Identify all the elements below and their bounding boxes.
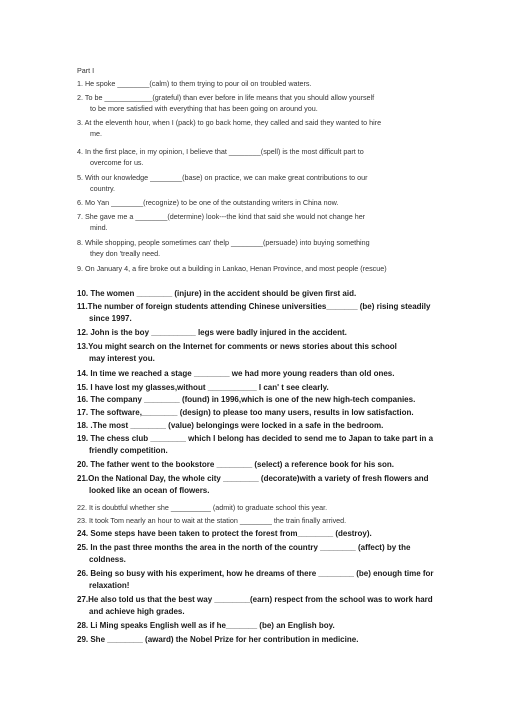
question-17 xyxy=(77,407,442,419)
question-11 xyxy=(77,301,442,325)
question-text: 29. She ________ (award) the Nobel Prize for her contribution in medicine. xyxy=(77,635,359,644)
question-8 xyxy=(77,237,442,259)
question-text: 14. In time we reached a stage ________ we had more young readers than old ones. xyxy=(77,369,395,378)
question-text: 22. It is doubtful whether she __________ (admit) to graduate school this year. xyxy=(77,503,328,512)
question-18 xyxy=(77,420,442,432)
question-continuation: friendly competition. xyxy=(89,446,168,455)
question-24 xyxy=(77,528,442,540)
question-15 xyxy=(77,382,442,394)
question-text: 13.You might search on the Internet for comments or news stories about this school xyxy=(77,342,397,351)
question-continuation: may interest you. xyxy=(89,354,155,363)
question-28 xyxy=(77,620,442,632)
question-text: 10. The women ________ (injure) in the accident should be given first aid. xyxy=(77,289,357,298)
question-continuation: country. xyxy=(90,184,116,193)
question-16 xyxy=(77,394,442,406)
question-text: 19. The chess club ________ which I belong has decided to send me to Japan to take part in a xyxy=(77,434,434,443)
question-text: 15. I have lost my glasses,without ___________ I can' t see clearly. xyxy=(77,383,329,392)
question-9 xyxy=(77,263,442,274)
question-continuation: they don 'treally need. xyxy=(90,249,161,258)
question-continuation: looked like an ocean of flowers. xyxy=(89,486,210,495)
question-7 xyxy=(77,211,442,233)
question-4 xyxy=(77,146,442,168)
question-text: 28. Li Ming speaks English well as if he_______ (be) an English boy. xyxy=(77,621,335,630)
question-text: 18. .The most ________ (value) belongings were locked in a safe in the bedroom. xyxy=(77,421,384,430)
question-29 xyxy=(77,634,442,646)
question-5 xyxy=(77,172,442,194)
question-text: 26. Being so busy with his experiment, how he dreams of there ________ (be) enough time for xyxy=(77,569,434,578)
question-1 xyxy=(77,78,442,89)
question-text: 4. In the first place, in my opinion, I believe that ________(spell) is the most difficult part to xyxy=(77,147,364,156)
question-22 xyxy=(77,502,442,513)
question-14 xyxy=(77,368,442,380)
part-title: Part I xyxy=(77,66,95,75)
question-continuation: mind. xyxy=(90,223,108,232)
question-19 xyxy=(77,433,442,457)
question-continuation: since 1997. xyxy=(89,314,132,323)
question-text: 1. He spoke ________(calm) to them trying to pour oil on troubled waters. xyxy=(77,79,312,88)
question-text: 6. Mo Yan ________(recognize) to be one of the outstanding writers in China now. xyxy=(77,198,339,207)
question-3 xyxy=(77,117,442,139)
question-25 xyxy=(77,542,442,566)
question-text: 11.The number of foreign students attending Chinese universities_______ (be) rising steadily xyxy=(77,302,431,311)
question-continuation: relaxation! xyxy=(89,581,130,590)
question-text: 23. It took Tom nearly an hour to wait at the station ________ the train finally arrived. xyxy=(77,516,347,525)
question-continuation: overcome for us. xyxy=(90,158,144,167)
question-21 xyxy=(77,473,442,497)
question-text: 20. The father went to the bookstore ________ (select) a reference book for his son. xyxy=(77,460,394,469)
question-text: 3. At the eleventh hour, when I (pack) to go back home, they called and said they wanted to hire xyxy=(77,118,382,127)
question-text: 17. The software,________ (design) to please too many users, results in low satisfaction. xyxy=(77,408,414,417)
question-26 xyxy=(77,568,442,592)
question-continuation: coldness. xyxy=(89,555,126,564)
question-23 xyxy=(77,515,442,526)
question-text: 16. The company ________ (found) in 1996,which is one of the new high-tech companies. xyxy=(77,395,416,404)
question-13 xyxy=(77,341,442,365)
question-6 xyxy=(77,197,442,208)
question-text: 7. She gave me a ________(determine) look---the kind that said she would not change her xyxy=(77,212,366,221)
question-continuation: me. xyxy=(90,129,102,138)
question-text: 9. On January 4, a fire broke out a building in Lankao, Henan Province, and most people (rescue) xyxy=(77,264,387,273)
question-continuation: to be more satisfied with everything that has been going on around you. xyxy=(90,104,318,113)
question-text: 8. While shopping, people sometimes can' thelp ________(persuade) into buying something xyxy=(77,238,370,247)
question-20 xyxy=(77,459,442,471)
question-10 xyxy=(77,288,442,300)
question-text: 12. John is the boy __________ legs were badly injured in the accident. xyxy=(77,328,347,337)
question-text: 24. Some steps have been taken to protect the forest from________ (destroy). xyxy=(77,529,372,538)
question-text: 25. In the past three months the area in the north of the country ________ (affect) by the xyxy=(77,543,411,552)
question-2 xyxy=(77,92,442,114)
question-text: 5. With our knowledge ________(base) on practice, we can make great contributions to our xyxy=(77,173,368,182)
question-12 xyxy=(77,327,442,339)
question-text: 2. To be ____________(grateful) than ever before in life means that you should allow yourself xyxy=(77,93,375,102)
question-continuation: and achieve high grades. xyxy=(89,607,185,616)
question-text: 21.On the National Day, the whole city ________ (decorate)with a variety of fresh flowers and xyxy=(77,474,429,483)
question-27 xyxy=(77,594,442,618)
question-text: 27.He also told us that the best way ________(earn) respect from the school was to work hard xyxy=(77,595,433,604)
